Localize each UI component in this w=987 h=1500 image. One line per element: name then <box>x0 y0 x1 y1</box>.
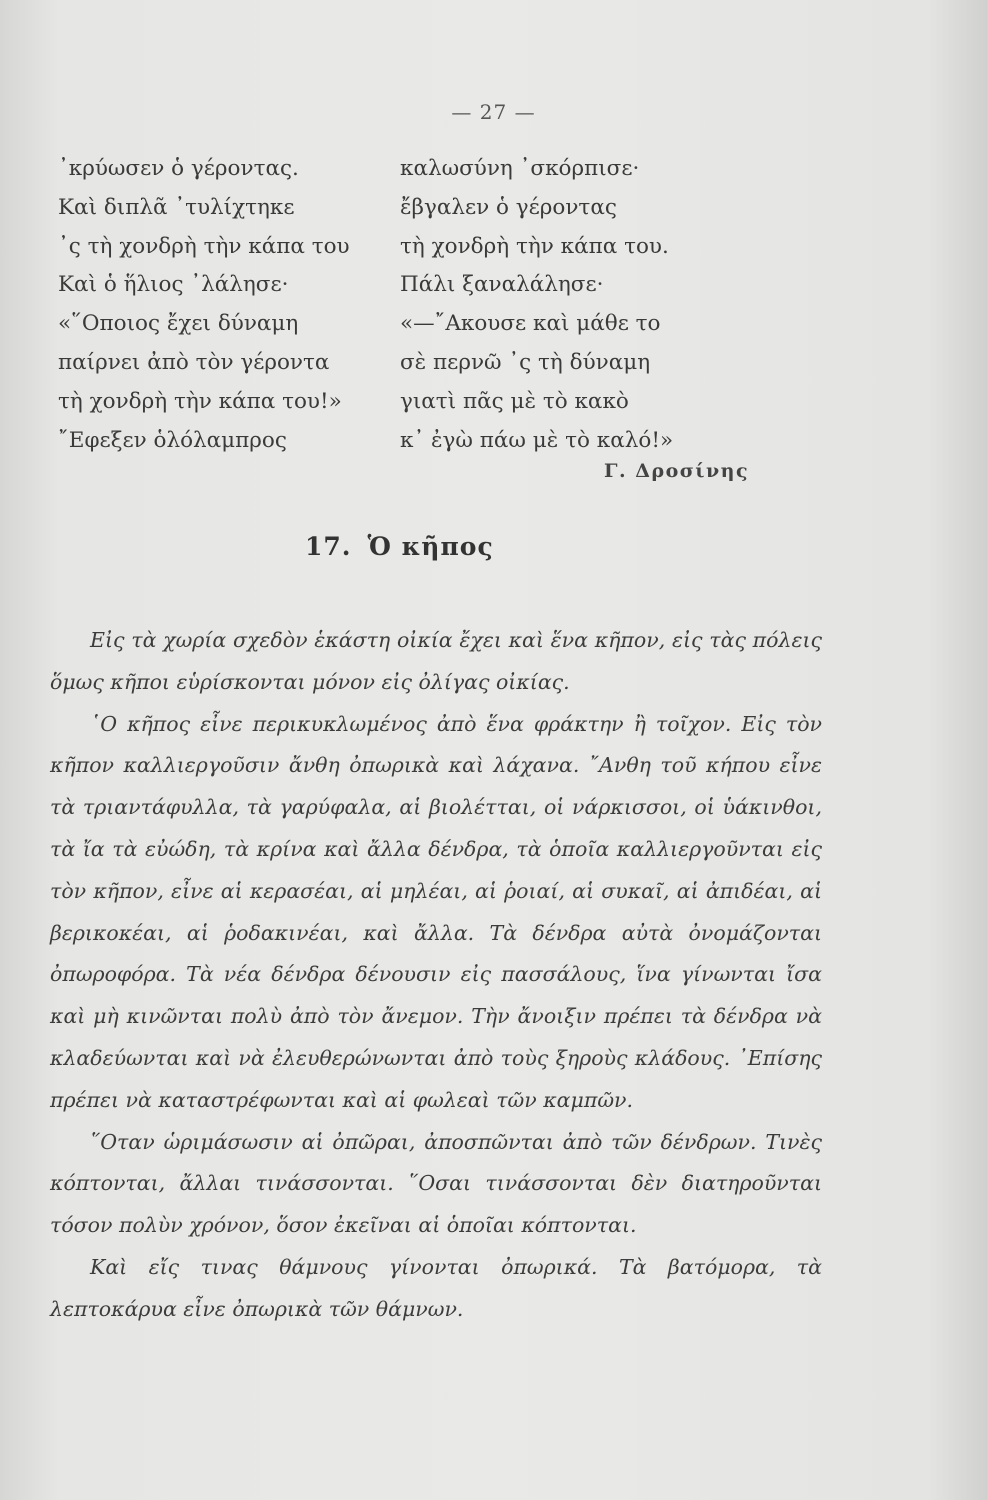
section-number: 17. <box>305 532 352 561</box>
poem-author: Γ. Δροσίνης <box>604 460 750 482</box>
poem-line: ῎Εφεξεν ὁλόλαμπρος <box>58 427 287 453</box>
paragraph: Εἰς τὰ χωρία σχεδὸν ἑκάστη οἰκία ἔχει καὶ ἕνα κῆπον, εἰς τὰς πόλεις ὅμως κῆποι εὑρίσκονται μόνον εἰς ὀλίγας οἰκίας. <box>50 628 822 694</box>
poem-right-column <box>400 150 673 460</box>
prose-body <box>50 620 822 1331</box>
poem-line: Πάλι ξαναλάλησε· <box>400 272 604 298</box>
poem-line: Καὶ διπλᾶ ᾽τυλίχτηκε <box>58 194 295 220</box>
poem-line: τὴ χονδρὴ τὴν κάπα του!» <box>58 388 342 414</box>
poem-line: κ᾽ ἐγὼ πάω μὲ τὸ καλό!» <box>400 427 674 453</box>
poem-line: «῞Οποιος ἔχει δύναμη <box>58 311 299 337</box>
poem-line: γιατὶ πᾶς μὲ τὸ κακὸ <box>400 388 629 414</box>
section-heading <box>305 532 494 561</box>
poem-line: παίρνει ἀπὸ τὸν γέροντα <box>58 349 330 375</box>
paragraph: ῞Οταν ὡριμάσωσιν αἱ ὀπῶραι, ἀποσπῶνται ἀπὸ τῶν δένδρων. Τινὲς κόπτονται, ἄλλαι τινάσσονται. ῞Οσαι τινάσσονται δὲν διατηροῦνται τόσον πολὺν χρόνον, ὅσον ἐκεῖναι αἱ ὁποῖαι κόπτονται. <box>50 1129 822 1238</box>
poem-line: καλωσύνη ᾽σκόρπισε· <box>400 156 640 181</box>
poem-line: «—῎Ακουσε καὶ μάθε το <box>400 311 661 337</box>
paragraph: Καὶ εἴς τινας θάμνους γίνονται ὀπωρικά. Τὰ βατόμορα, τὰ λεπτοκάρυα εἶνε ὀπωρικὰ τῶν θάμνων. <box>50 1254 822 1321</box>
page-number: — 27 — <box>451 100 536 124</box>
paragraph: ῾Ο κῆπος εἶνε περικυκλωμένος ἀπὸ ἕνα φράκτην ἢ τοῖχον. Εἰς τὸν κῆπον καλλιεργοῦσιν ἄνθη ὀπωρικὰ καὶ λάχανα. ῎Ανθη τοῦ κήπου εἶνε τὰ τριαντάφυλλα, τὰ γαρύφαλα, αἱ βιολέτται, οἱ νάρκισσοι, οἱ ὑάκινθοι, τὰ ἴα τὰ εὐώδη, τὰ κρίνα καὶ ἄλλα δένδρα, τὰ ὁποῖα καλλιεργοῦνται εἰς τὸν κῆπον, εἶνε αἱ κερασέαι, αἱ μηλέαι, αἱ ῥοιαί, αἱ συκαῖ, αἱ ἀπιδέαι, αἱ βερικοκέαι, αἱ ῥοδακινέαι, καὶ ἄλλα. Τὰ δένδρα αὐτὰ ὀνομάζονται ὀπωροφόρα. Τὰ νέα δένδρα δένουσιν εἰς πασσάλους, ἵνα γίνωνται ἴσα καὶ μὴ κινῶνται πολὺ ἀπὸ τὸν ἄνεμον. Τὴν ἄνοιξιν πρέπει τὰ δένδρα νὰ κλαδεύωνται καὶ νὰ ἐλευθερώνωνται ἀπὸ τοὺς ξηροὺς κλάδους. ᾽Επίσης πρέπει νὰ καταστρέφωνται καὶ αἱ φωλεαὶ τῶν καμπῶν. <box>50 711 822 1112</box>
poem-left-column <box>58 150 350 460</box>
poem-line: ᾽ς τὴ χονδρὴ τὴν κάπα του <box>58 233 350 259</box>
poem-line: τὴ χονδρὴ τὴν κάπα του. <box>400 233 669 259</box>
poem-line: σὲ περνῶ ᾽ς τὴ δύναμη <box>400 349 651 375</box>
poem-line: Καὶ ὁ ἥλιος ᾽λάλησε· <box>58 272 289 298</box>
section-title: Ὁ κῆπος <box>367 532 494 561</box>
poem-line: ᾽κρύωσεν ὁ γέροντας. <box>58 156 299 181</box>
poem-line: ἔβγαλεν ὁ γέροντας <box>400 194 617 220</box>
